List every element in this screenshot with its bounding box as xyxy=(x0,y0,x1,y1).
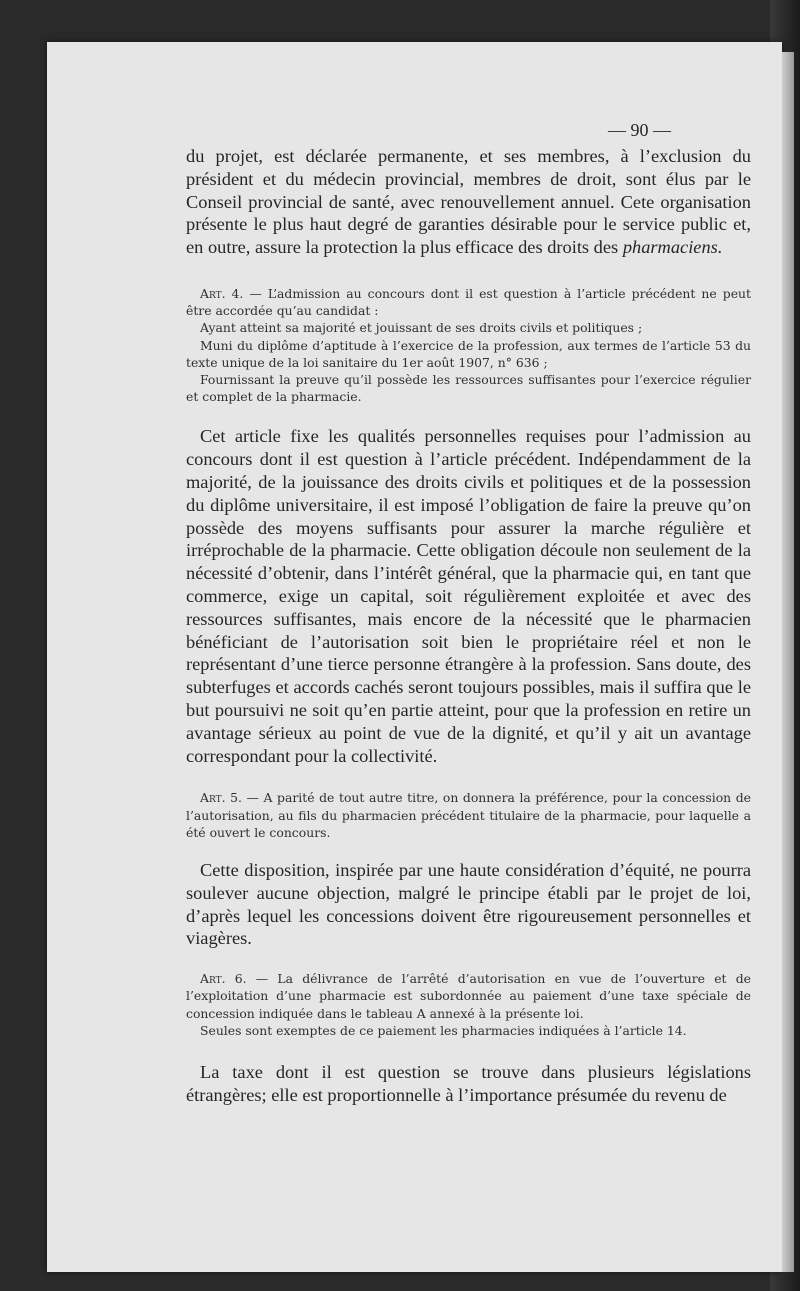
article-4-item: Ayant atteint sa majorité et jouissant de ses droits civils et politiques ; xyxy=(200,320,643,336)
page-edge-shadow xyxy=(782,52,794,1272)
article-4-intro xyxy=(186,285,751,319)
article-5-text: — A parité de tout autre titre, on donnera la préférence, pour la concession de l’autorisation, au fils du pharmacien précédent titulaire de la pharmacie, pour laquelle a été ouvert le concours. xyxy=(186,790,751,840)
paragraph-intro xyxy=(186,145,751,259)
article-4-item: Muni du diplôme d’aptitude à l’exercice de la profession, aux termes de l’article 53 du texte unique de la loi sanitaire du 1er août 1907, n° 636 ; xyxy=(186,337,751,370)
article-5-text-block xyxy=(186,789,751,841)
article-4-intro-text: — L’admission au concours dont il est question à l’article précédent ne peut être accordée qu’au candidat : xyxy=(186,285,751,319)
book-page xyxy=(47,42,782,1272)
article-5 xyxy=(186,789,751,841)
page-number: — 90 — xyxy=(608,120,671,140)
article-6-second: Seules sont exemptes de ce paiement les pharmacies indiquées à l’article 14. xyxy=(200,1022,687,1038)
page-content xyxy=(186,120,751,1107)
article-5-label: Art. 5. xyxy=(200,790,242,806)
article-6-text: — La délivrance de l’arrêté d’autorisation en vue de l’ouverture et de l’exploitation d’une pharmacie est subordonnée au paiement d’une taxe spéciale de concession indiquée dans le tableau A annexé à la présente loi. xyxy=(186,971,751,1021)
paragraph-intro-italic: pharmaciens. xyxy=(622,237,723,258)
article-4-item: Fournissant la preuve qu’il possède les ressources suffisantes pour l’exercice régulier et complet de la pharmacie. xyxy=(186,372,751,405)
article-4-label: Art. 4. xyxy=(200,285,244,301)
article-6 xyxy=(186,970,751,1039)
paragraph-commentary-art5: Cette disposition, inspirée par une haute considération d’équité, ne pourra soulever aucune objection, malgré le principe établi par le projet de loi, d’après lequel les concessions doivent être rigoureusement personnelles et viagères. xyxy=(186,859,751,949)
paragraph-intro-text: du projet, est déclarée permanente, et ses membres, à l’exclusion du président et du médecin provincial, membres de droit, sont élus par le Conseil provincial de santé, avec renouvellement annuel. Cete organisation présente le plus haut degré de garanties désirable pour le service public et, en outre, assure la protection la plus efficace des droits des xyxy=(186,146,751,258)
paragraph-commentary-art6: La taxe dont il est question se trouve dans plusieurs législations étrangères; elle est proportionnelle à l’importance présumée du revenu de xyxy=(186,1061,751,1105)
paragraph-commentary-art4: Cet article fixe les qualités personnelles requises pour l’admission au concours dont il est question à l’article précédent. Indépendamment de la majorité, de la jouissance des droits civils et politiques et de la possession du diplôme universitaire, il est imposé l’obligation de faire la preuve qu’on possède des moyens suffisants pour assurer la marche régulière et irréprochable de la pharmacie. Cette obligation découle non seulement de la nécessité d’obtenir, dans l’intérêt général, que la pharmacie qui, en tant que commerce, exige un capital, soit régulièrement exploitée et avec des ressources suffisantes, mais encore de la nécessité que le pharmacien bénéficiant de l’autorisation soit bien le propriétaire réel et non le représentant d’une tierce personne étrangère à la profession. Sans doute, des subterfuges et accords cachés seront toujours possibles, mais il suffira que le but poursuivi ne soit qu’en partie atteint, pour que la profession en retire un avantage sérieux au point de vue de la dignité, et qu’il y ait un avantage correspondant pour la collectivité. xyxy=(186,426,751,766)
article-6-label: Art. 6. xyxy=(200,971,247,987)
article-6-text-block xyxy=(186,970,751,1022)
article-4 xyxy=(186,285,751,405)
